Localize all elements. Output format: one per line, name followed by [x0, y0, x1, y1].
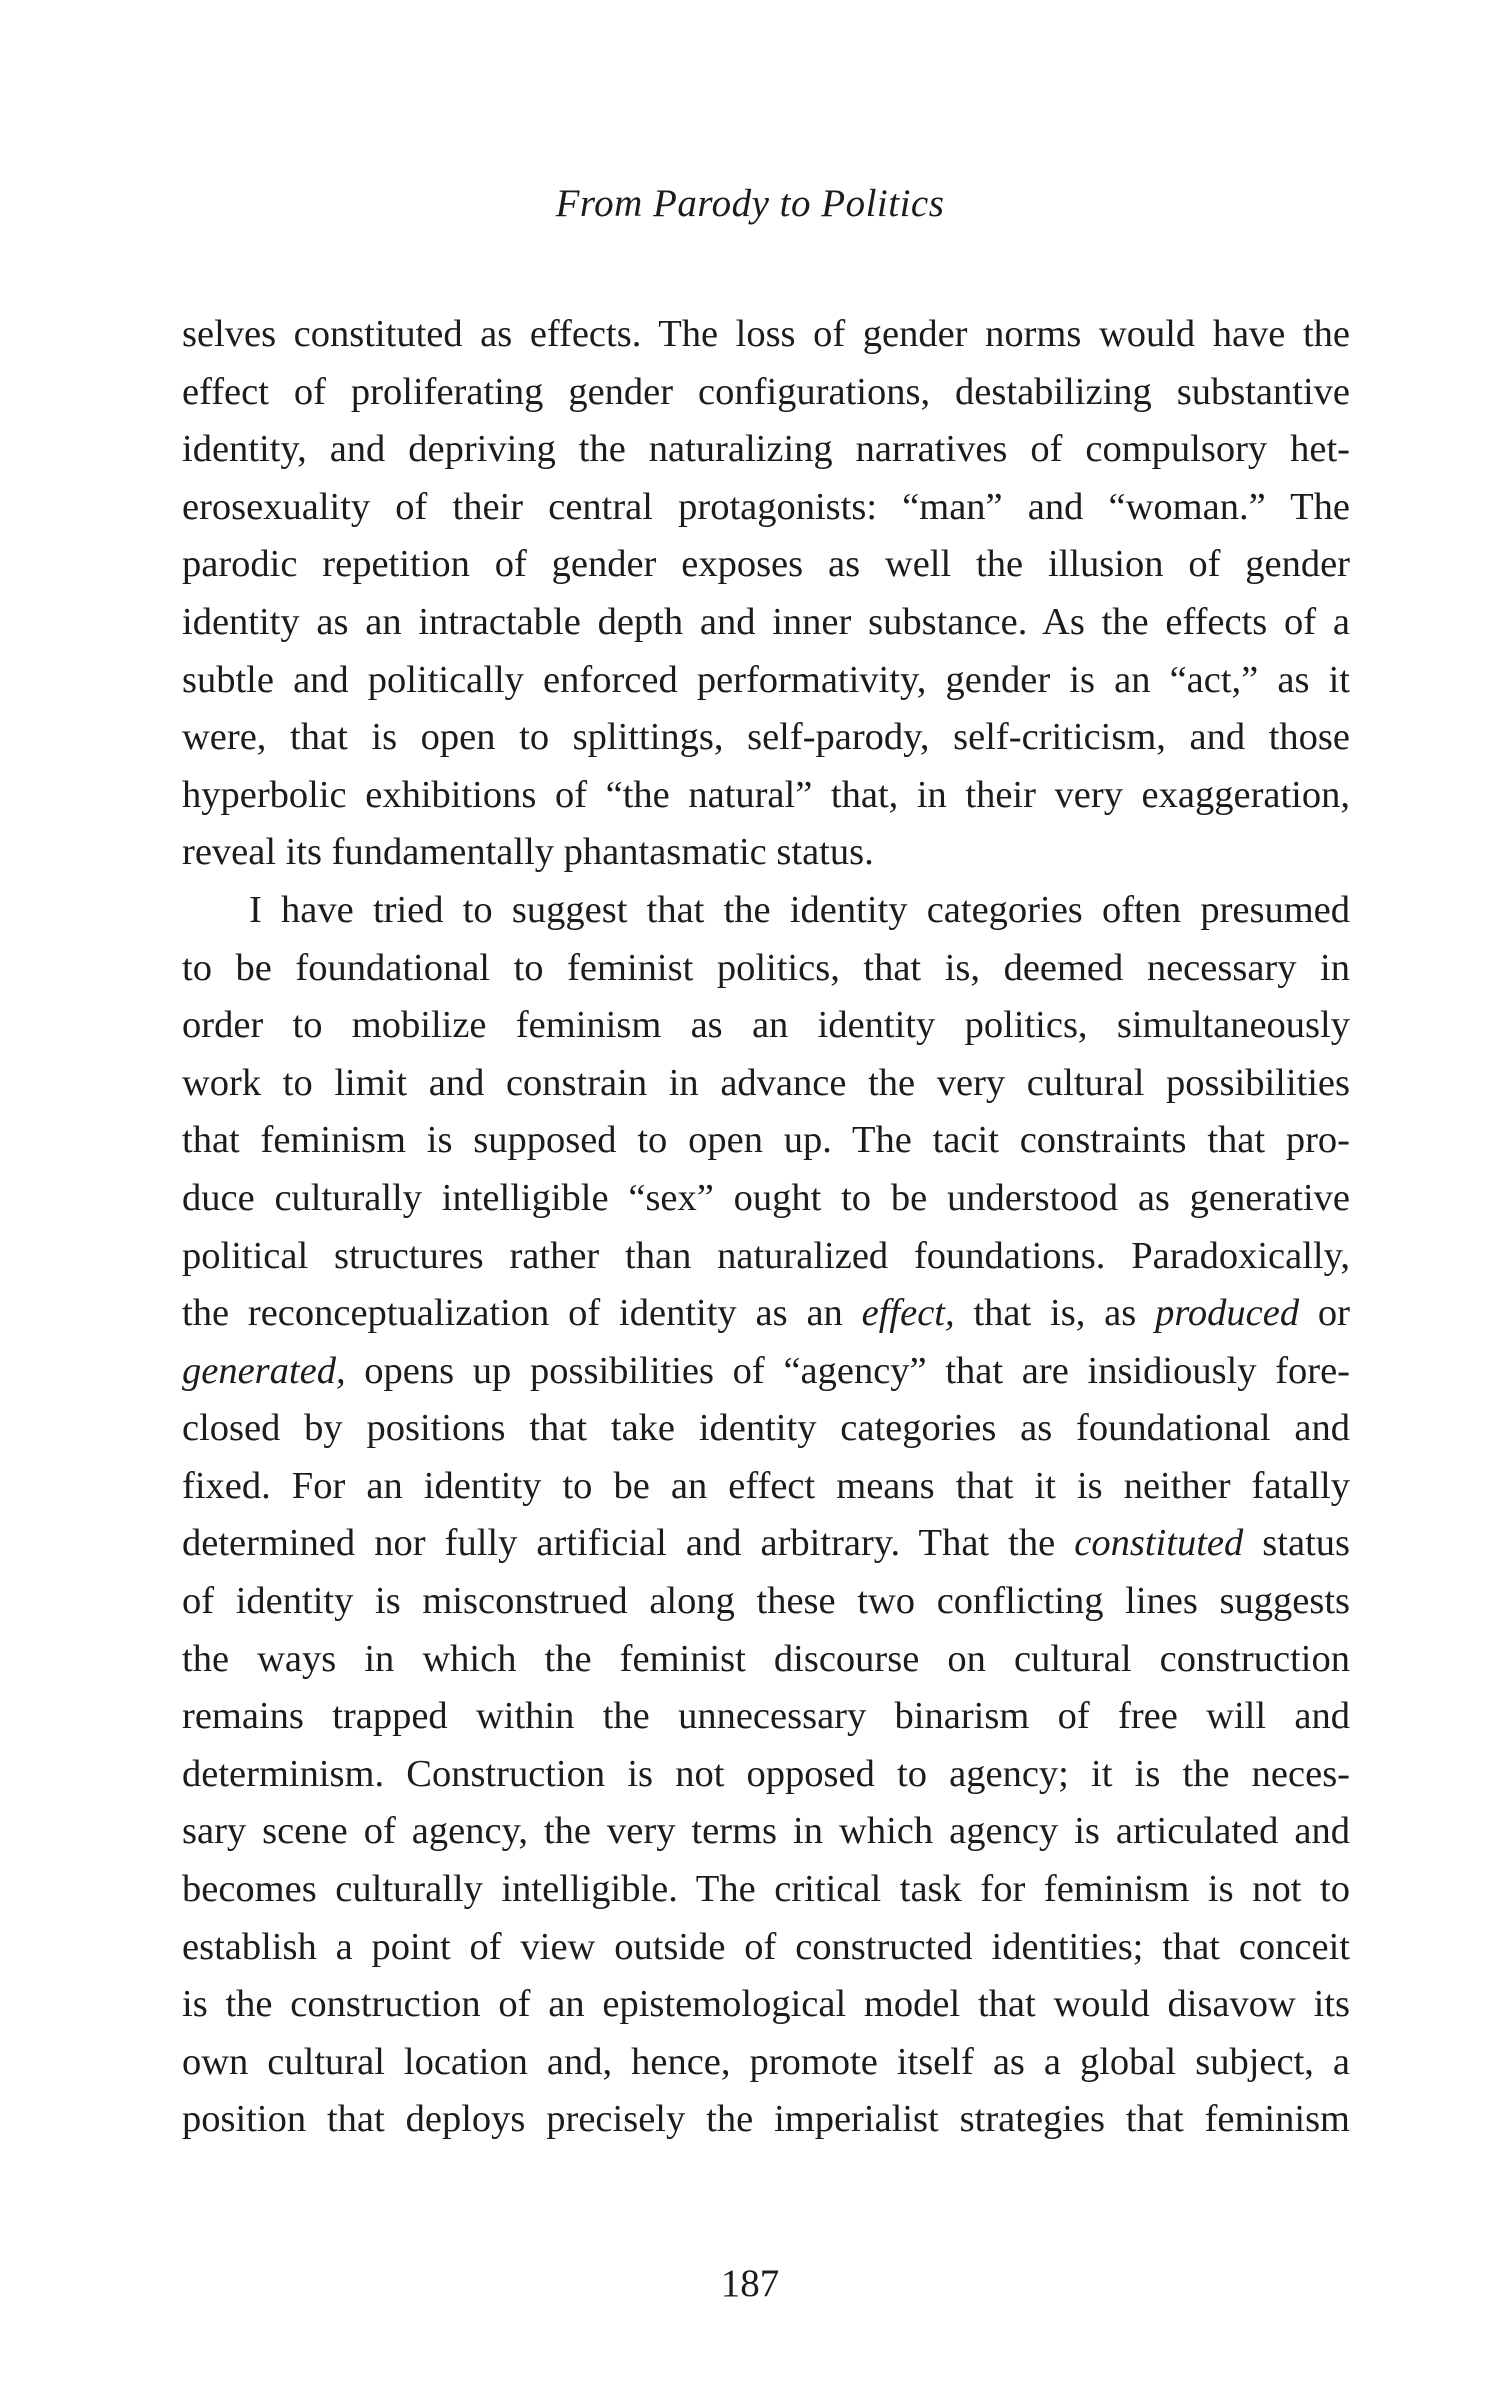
paragraph-2-line: remains trapped within the unnecessary binarism of free will and — [182, 1695, 1350, 1738]
paragraph-2-line: I have tried to suggest that the identity categories often presumed — [249, 888, 1350, 931]
line-text: the reconceptualization of identity as an — [182, 1292, 862, 1335]
paragraph-2-line: of identity is misconstrued along these two conflicting lines suggests — [182, 1580, 1350, 1623]
paragraph-2-line: sary scene of agency, the very terms in which agency is articulated and — [182, 1810, 1350, 1853]
paragraph-2-line: establish a point of view outside of constructed identities; that conceit — [182, 1925, 1350, 1968]
italic-term: effect, — [861, 1292, 955, 1335]
paragraph-2-line: becomes culturally intelligible. The critical task for feminism is not to — [182, 1868, 1350, 1911]
paragraph-2-line: closed by positions that take identity categories as foundational and — [182, 1407, 1350, 1450]
line-text: that is, as — [954, 1292, 1156, 1335]
paragraph-1-line: were, that is open to splittings, self-parody, self-criticism, and those — [182, 716, 1350, 759]
line-text: status — [1243, 1522, 1350, 1565]
paragraph-1-line: reveal its fundamentally phantasmatic status. — [182, 831, 874, 874]
paragraph-2-line: own cultural location and, hence, promote itself as a global subject, a — [182, 2040, 1350, 2083]
italic-term: produced — [1155, 1292, 1300, 1335]
paragraph-1-line: identity, and depriving the naturalizing narratives of compulsory het- — [182, 428, 1350, 471]
paragraph-2-line: duce culturally intelligible “sex” ought to be understood as generative — [182, 1176, 1350, 1219]
paragraph-2-line: the ways in which the feminist discourse on cultural construction — [182, 1637, 1350, 1680]
paragraph-2-line — [182, 1515, 1350, 1573]
paragraph-2-line: work to limit and constrain in advance the very cultural possibilities — [182, 1061, 1350, 1104]
paragraph-1-line: effect of proliferating gender configurations, destabilizing substantive — [182, 370, 1350, 413]
line-text: determined nor fully artificial and arbitrary. That the — [182, 1522, 1075, 1565]
paragraph-1-line: identity as an intractable depth and inner substance. As the effects of a — [182, 600, 1350, 643]
paragraph-2-line: fixed. For an identity to be an effect means that it is neither fatally — [182, 1464, 1350, 1507]
paragraph-1-line: subtle and politically enforced performativity, gender is an “act,” as it — [182, 658, 1350, 701]
line-text: or — [1299, 1292, 1350, 1335]
running-head: From Parody to Politics — [555, 182, 945, 225]
paragraph-2-line — [182, 1343, 1350, 1401]
paragraph-2-line: order to mobilize feminism as an identity politics, simultaneously — [182, 1004, 1350, 1047]
paragraph-2-line: position that deploys precisely the imperialist strategies that feminism — [182, 2098, 1350, 2141]
paragraph-2-line — [182, 1285, 1350, 1343]
paragraph-1-line: parodic repetition of gender exposes as well the illusion of gender — [182, 543, 1350, 586]
italic-term: generated, — [182, 1349, 346, 1392]
page-number: 187 — [720, 2262, 780, 2305]
paragraph-2-line: that feminism is supposed to open up. The tacit constraints that pro- — [182, 1119, 1350, 1162]
body-text — [182, 306, 1350, 2149]
paragraph-2-line: determinism. Construction is not opposed to agency; it is the neces- — [182, 1752, 1350, 1795]
paragraph-1-line: selves constituted as effects. The loss of gender norms would have the — [182, 313, 1350, 355]
italic-term: constituted — [1074, 1522, 1244, 1565]
paragraph-2-line: political structures rather than naturalized foundations. Paradoxically, — [182, 1234, 1350, 1277]
paragraph-2-line: is the construction of an epistemological model that would disavow its — [182, 1983, 1350, 2026]
paragraph-2-line: to be foundational to feminist politics, that is, deemed necessary in — [182, 946, 1350, 989]
paragraph-1-line: hyperbolic exhibitions of “the natural” that, in their very exaggeration, — [182, 773, 1350, 816]
paragraph-1-line: erosexuality of their central protagonists: “man” and “woman.” The — [182, 485, 1350, 528]
line-text: opens up possibilities of “agency” that are insidiously fore- — [345, 1349, 1350, 1392]
